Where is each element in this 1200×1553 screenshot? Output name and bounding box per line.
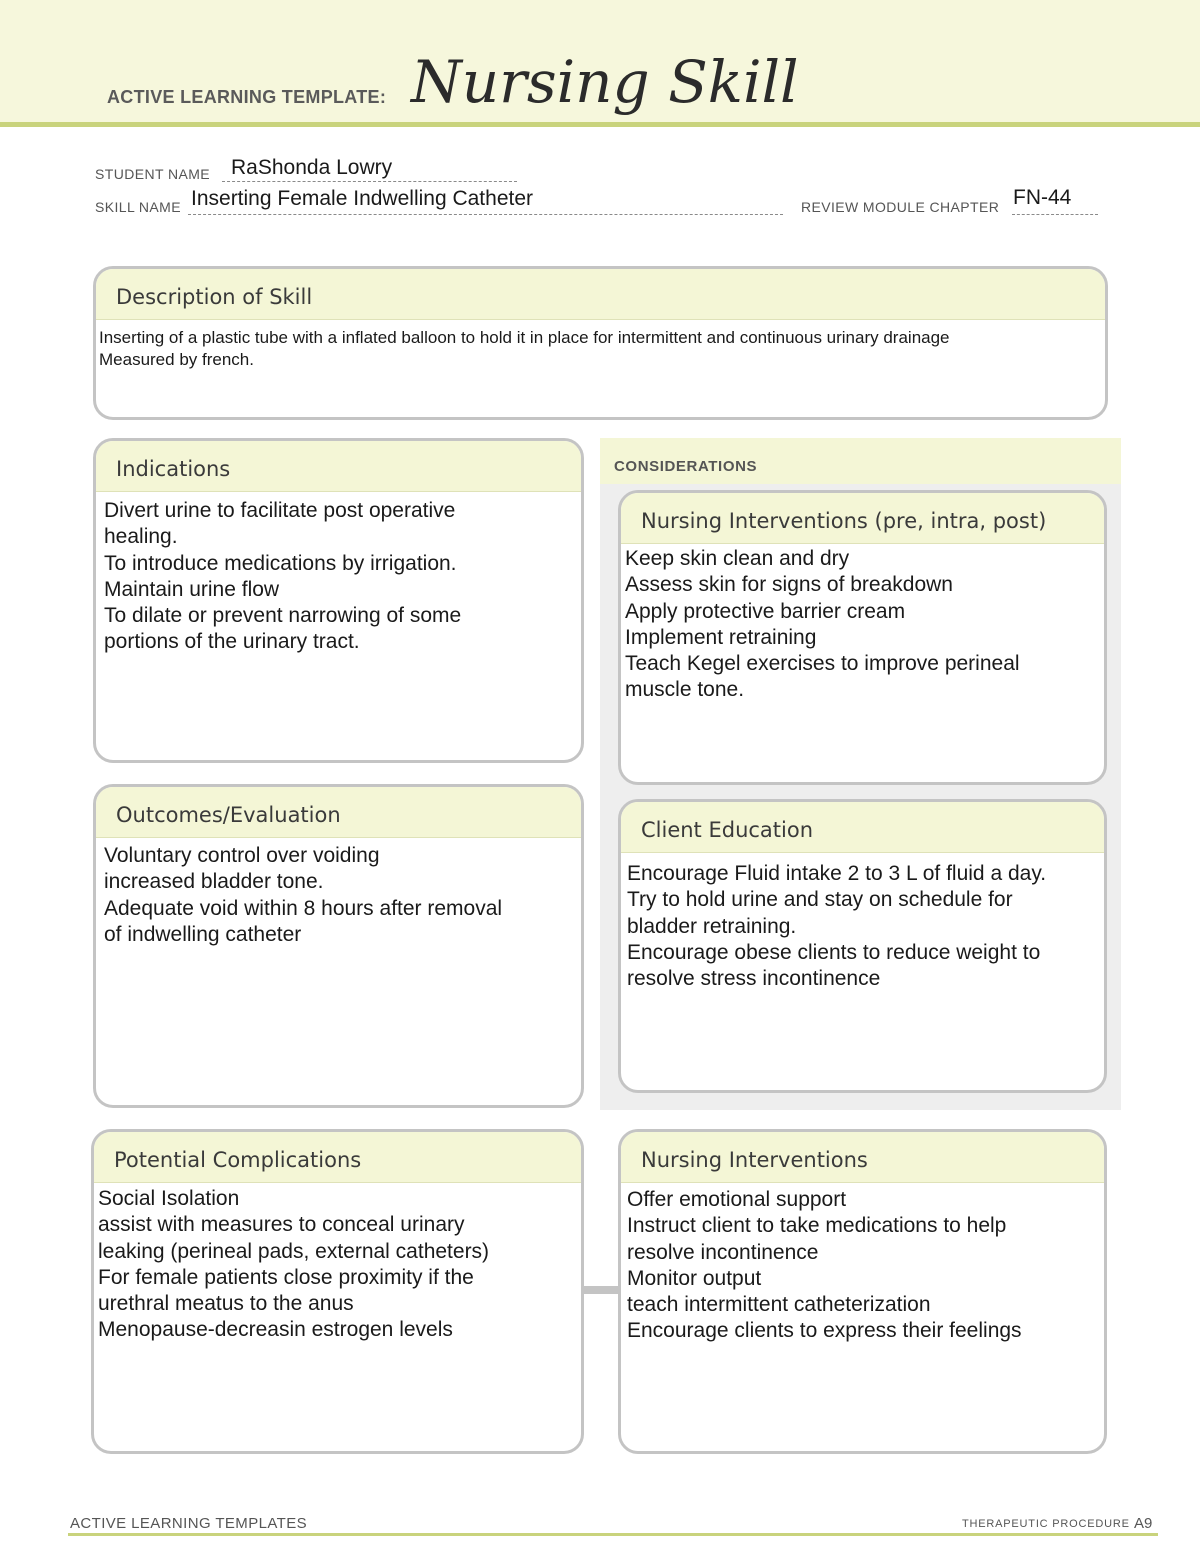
indications-line: To dilate or prevent narrowing of some (104, 604, 462, 628)
considerations-label: CONSIDERATIONS (614, 458, 758, 475)
review-module-value[interactable]: FN-44 (1013, 186, 1072, 209)
indications-body[interactable] (96, 492, 581, 656)
indications-line: portions of the urinary tract. (104, 630, 360, 654)
nursing-interventions-line: teach intermittent catheterization (627, 1293, 931, 1317)
skill-name-label: SKILL NAME (95, 199, 181, 215)
outcomes-line: of indwelling catheter (104, 922, 302, 946)
client-education-title: Client Education (641, 818, 814, 842)
client-education-line: resolve stress incontinence (627, 967, 881, 991)
nursing-interventions-title: Nursing Interventions (641, 1148, 868, 1172)
description-body[interactable] (96, 320, 1105, 371)
indications-title: Indications (116, 457, 231, 481)
nursing-interventions-ppp-line: muscle tone. (625, 678, 745, 702)
review-module-label: REVIEW MODULE CHAPTER (801, 199, 1000, 215)
outcomes-line: increased bladder tone. (104, 870, 324, 894)
outcomes-line: Adequate void within 8 hours after removal (104, 896, 503, 920)
nursing-interventions-ppp-line: Keep skin clean and dry (625, 547, 850, 570)
nursing-interventions-box (618, 1129, 1107, 1454)
description-box (93, 266, 1108, 420)
complications-line: urethral meatus to the anus (98, 1292, 354, 1316)
nursing-interventions-line: Offer emotional support (627, 1188, 847, 1211)
outcomes-box (93, 784, 584, 1108)
footer-page-number: A9 (1134, 1515, 1153, 1532)
indications-line: Maintain urine flow (104, 577, 280, 601)
complications-line: Social Isolation (98, 1187, 240, 1210)
client-education-line: bladder retraining. (627, 914, 797, 938)
outcomes-title: Outcomes/Evaluation (116, 803, 341, 827)
outcomes-line: Voluntary control over voiding (104, 844, 380, 867)
nursing-interventions-line: Monitor output (627, 1266, 762, 1290)
skill-name-value[interactable]: Inserting Female Indwelling Catheter (191, 187, 534, 210)
client-education-box (618, 799, 1107, 1093)
nursing-interventions-ppp-box (618, 490, 1107, 785)
indications-line: Divert urine to facilitate post operative (104, 499, 456, 522)
client-education-body[interactable] (621, 853, 1104, 992)
footer-right: THERAPEUTIC PROCEDURE (962, 1518, 1130, 1530)
client-education-line: Encourage Fluid intake 2 to 3 L of fluid a day. (627, 862, 1047, 885)
footer-left: ACTIVE LEARNING TEMPLATES (70, 1515, 307, 1532)
nursing-interventions-line: Instruct client to take medications to help (627, 1214, 1007, 1238)
student-name-label: STUDENT NAME (95, 166, 210, 182)
header-rule (0, 122, 1200, 127)
description-line: Inserting of a plastic tube with a inflated balloon to hold it in place for intermittent and continuous urinary drainage (99, 328, 950, 347)
template-label: ACTIVE LEARNING TEMPLATE: (107, 87, 387, 107)
outcomes-body[interactable] (96, 838, 581, 948)
nursing-interventions-ppp-body[interactable] (621, 544, 1104, 704)
nursing-interventions-ppp-line: Teach Kegel exercises to improve perineal (625, 652, 1020, 676)
indications-line: To introduce medications by irrigation. (104, 551, 457, 575)
complications-body[interactable] (94, 1183, 581, 1344)
nursing-interventions-ppp-line: Apply protective barrier cream (625, 599, 906, 623)
complications-line: For female patients close proximity if the (98, 1265, 474, 1289)
student-name-value[interactable]: RaShonda Lowry (231, 156, 393, 179)
template-title: Nursing Skill (411, 48, 799, 116)
complications-line: assist with measures to conceal urinary (98, 1213, 465, 1237)
complications-title: Potential Complications (114, 1148, 362, 1172)
complications-box (91, 1129, 584, 1454)
description-line: Measured by french. (99, 350, 254, 369)
complications-line: Menopause-decreasin estrogen levels (98, 1318, 453, 1342)
nursing-interventions-ppp-line: Implement retraining (625, 625, 817, 649)
indications-line: healing. (104, 525, 178, 549)
complications-line: leaking (perineal pads, external catheters) (98, 1239, 490, 1263)
client-education-line: Try to hold urine and stay on schedule for (627, 888, 1013, 912)
nursing-interventions-line: Encourage clients to express their feelings (627, 1319, 1022, 1343)
client-education-line: Encourage obese clients to reduce weight to (627, 940, 1041, 964)
connector-bar (582, 1286, 622, 1294)
indications-box (93, 438, 584, 763)
nursing-interventions-ppp-line: Assess skin for signs of breakdown (625, 573, 953, 597)
footer-rule (68, 1533, 1158, 1536)
nursing-interventions-line: resolve incontinence (627, 1240, 819, 1264)
nursing-interventions-body[interactable] (621, 1183, 1104, 1345)
nursing-interventions-ppp-title: Nursing Interventions (pre, intra, post) (641, 509, 1047, 533)
description-title: Description of Skill (116, 285, 313, 309)
